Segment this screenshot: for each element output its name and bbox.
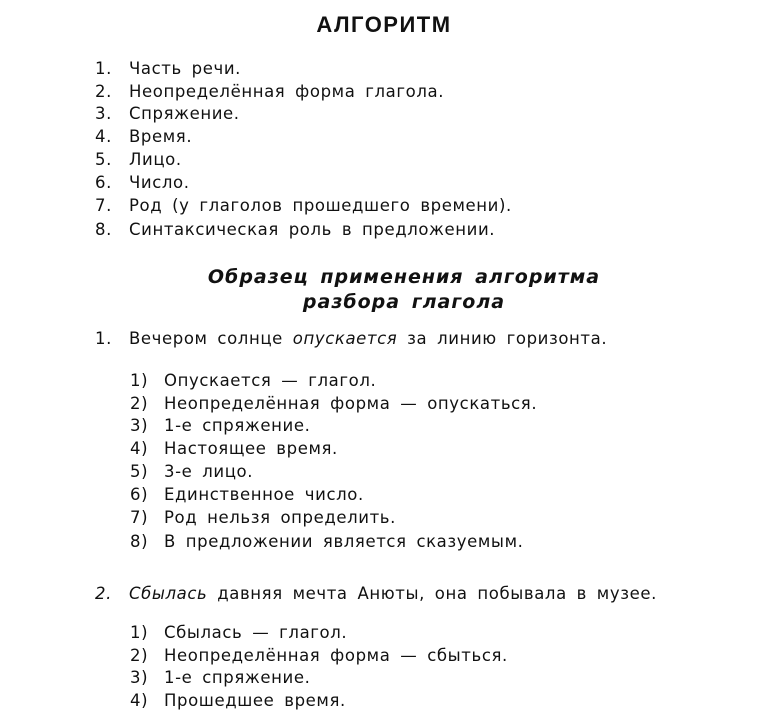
- item-text: Время.: [129, 127, 193, 146]
- item-number: 2.: [95, 82, 112, 101]
- example-number: 2.: [95, 584, 112, 603]
- step-number: 5): [130, 462, 149, 481]
- step-number: 3): [130, 668, 149, 687]
- step-number: 2): [130, 394, 149, 413]
- step-text: Неопределённая форма — опускаться.: [164, 394, 538, 413]
- verb-highlight: Сбылась: [129, 584, 208, 603]
- section-heading-line1: Образец применения алгоритма: [207, 266, 601, 288]
- example-number: 1.: [95, 329, 112, 348]
- example-text: [129, 583, 657, 605]
- step-text: Единственное число.: [164, 485, 364, 504]
- step-number: 1): [130, 371, 149, 390]
- step-number: 6): [130, 485, 149, 504]
- item-number: 4.: [95, 127, 112, 146]
- section-heading-line2: разбора глагола: [302, 291, 506, 313]
- item-number: 7.: [95, 196, 112, 215]
- example-text: [129, 328, 607, 350]
- step-number: 3): [130, 416, 149, 435]
- item-text: Синтаксическая роль в предложении.: [129, 220, 496, 239]
- step-number: 4): [130, 439, 149, 458]
- step-number: 7): [130, 508, 149, 527]
- step-number: 4): [130, 691, 149, 710]
- item-text: Род (у глаголов прошедшего времени).: [129, 196, 512, 215]
- page-title: АЛГОРИТМ: [316, 12, 452, 37]
- item-text: Лицо.: [129, 150, 182, 169]
- step-text: Неопределённая форма — сбыться.: [164, 646, 508, 665]
- step-text: В предложении является сказуемым.: [164, 532, 524, 551]
- step-text: 3-е лицо.: [164, 462, 254, 481]
- step-number: 2): [130, 646, 149, 665]
- item-text: Число.: [129, 173, 190, 192]
- step-text: Сбылась — глагол.: [164, 623, 348, 642]
- sentence-start: Вечером солнце: [129, 329, 293, 348]
- item-number: 3.: [95, 104, 112, 123]
- step-text: Опускается — глагол.: [164, 371, 377, 390]
- item-text: Часть речи.: [129, 59, 242, 78]
- step-text: Настоящее время.: [164, 439, 338, 458]
- sentence-end: давняя мечта Анюты, она побывала в музее.: [207, 584, 657, 603]
- item-number: 5.: [95, 150, 112, 169]
- sentence-end: за линию горизонта.: [397, 329, 608, 348]
- item-text: Спряжение.: [129, 104, 240, 123]
- item-number: 6.: [95, 173, 112, 192]
- step-number: 8): [130, 532, 149, 551]
- step-text: 1-е спряжение.: [164, 416, 311, 435]
- item-number: 1.: [95, 59, 112, 78]
- item-number: 8.: [95, 220, 112, 239]
- step-text: 1-е спряжение.: [164, 668, 311, 687]
- step-text: Род нельзя определить.: [164, 508, 396, 527]
- step-text: Прошедшее время.: [164, 691, 346, 710]
- item-text: Неопределённая форма глагола.: [129, 82, 445, 101]
- step-number: 1): [130, 623, 149, 642]
- verb-highlight: опускается: [292, 329, 398, 348]
